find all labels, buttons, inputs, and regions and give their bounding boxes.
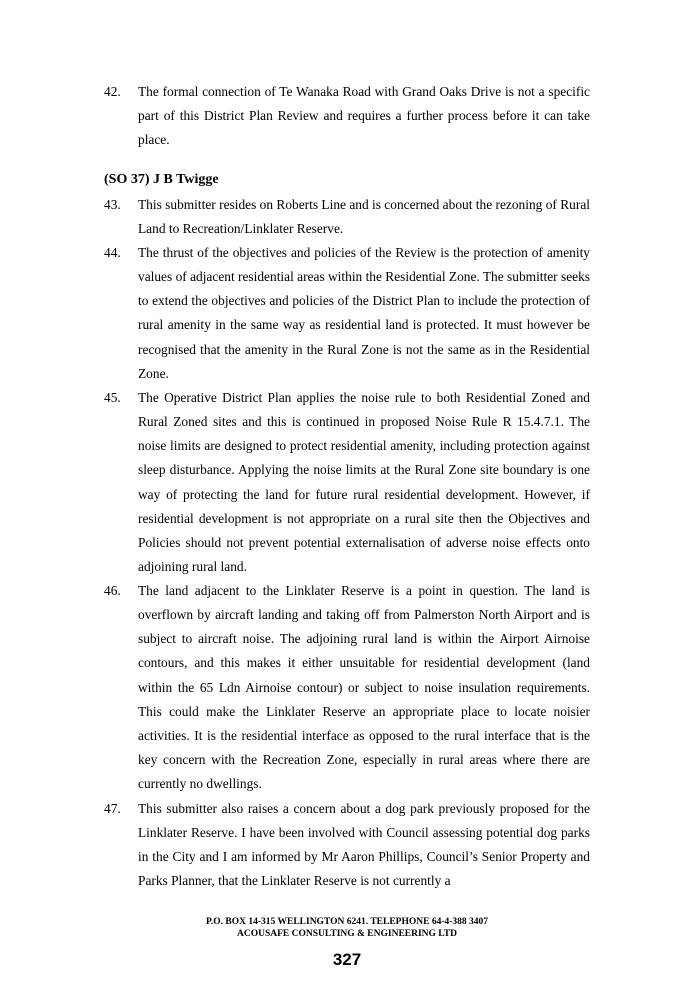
section-heading: (SO 37) J B Twigge <box>104 172 219 187</box>
paragraph-46 <box>104 579 590 796</box>
paragraph-44 <box>104 241 590 386</box>
paragraph-47 <box>104 797 590 894</box>
paragraph-text: The Operative District Plan applies the noise rule to both Residential Zoned and Rural Zoned sites and this is continued in proposed Noise Rule R 15.4.7.1. The noise limits are designed to protect residential amenity, including protection against sleep disturbance. Applying the noise limits at the Rural Zone site boundary is one way of protecting the land for future rural residential development. However, if residential development is not appropriate on a rural site then the Objectives and Policies should not prevent potential externalisation of adverse noise effects onto adjoining rural land. <box>138 390 590 575</box>
page-number: 327 <box>332 950 362 969</box>
footer-company: ACOUSAFE CONSULTING & ENGINEERING LTD <box>237 929 457 939</box>
paragraph-number: 44. <box>104 245 121 260</box>
footer-address: P.O. BOX 14-315 WELLINGTON 6241. TELEPHONE 64-4-388 3407 <box>205 917 489 927</box>
paragraph-text: This submitter also raises a concern about a dog park previously proposed for the Linklater Reserve. I have been involved with Council assessing potential dog parks in the City and I am informed by Mr Aaron Phillips, Council’s Senior Property and Parks Planner, that the Linklater Reserve is not currently a <box>138 801 590 889</box>
paragraph-number: 43. <box>104 197 121 212</box>
paragraph-text: This submitter resides on Roberts Line and is concerned about the rezoning of Rural Land to Recreation/Linklater Reserve. <box>138 197 590 237</box>
paragraph-number: 46. <box>104 583 121 598</box>
paragraph-42 <box>104 80 590 152</box>
paragraph-number: 45. <box>104 390 121 405</box>
paragraph-text: The land adjacent to the Linklater Reserve is a point in question. The land is overflown by aircraft landing and taking off from Palmerston North Airport and is subject to aircraft noise. The adjoining rural land is within the Airport Airnoise contours, and this makes it either unsuitable for residential development (land within the 65 Ldn Airnoise contour) or subject to noise insulation requirements. This could make the Linklater Reserve an appropriate place to locate noisier activities. It is the residential interface as opposed to the rural interface that is the key concern with the Recreation Zone, especially in rural areas where there are currently no dwellings. <box>138 583 590 792</box>
paragraph-text: The formal connection of Te Wanaka Road with Grand Oaks Drive is not a specific part of this District Plan Review and requires a further process before it can take place. <box>138 84 590 148</box>
paragraph-43 <box>104 193 590 241</box>
paragraph-number: 42. <box>104 84 121 99</box>
paragraph-number: 47. <box>104 801 121 816</box>
paragraph-45 <box>104 386 590 579</box>
paragraph-text: The thrust of the objectives and policies of the Review is the protection of amenity values of adjacent residential areas within the Residential Zone. The submitter seeks to extend the objectives and policies of the District Plan to include the protection of rural amenity in the same way as residential land is protected. It must however be recognised that the amenity in the Rural Zone is not the same as in the Residential Zone. <box>138 245 590 381</box>
